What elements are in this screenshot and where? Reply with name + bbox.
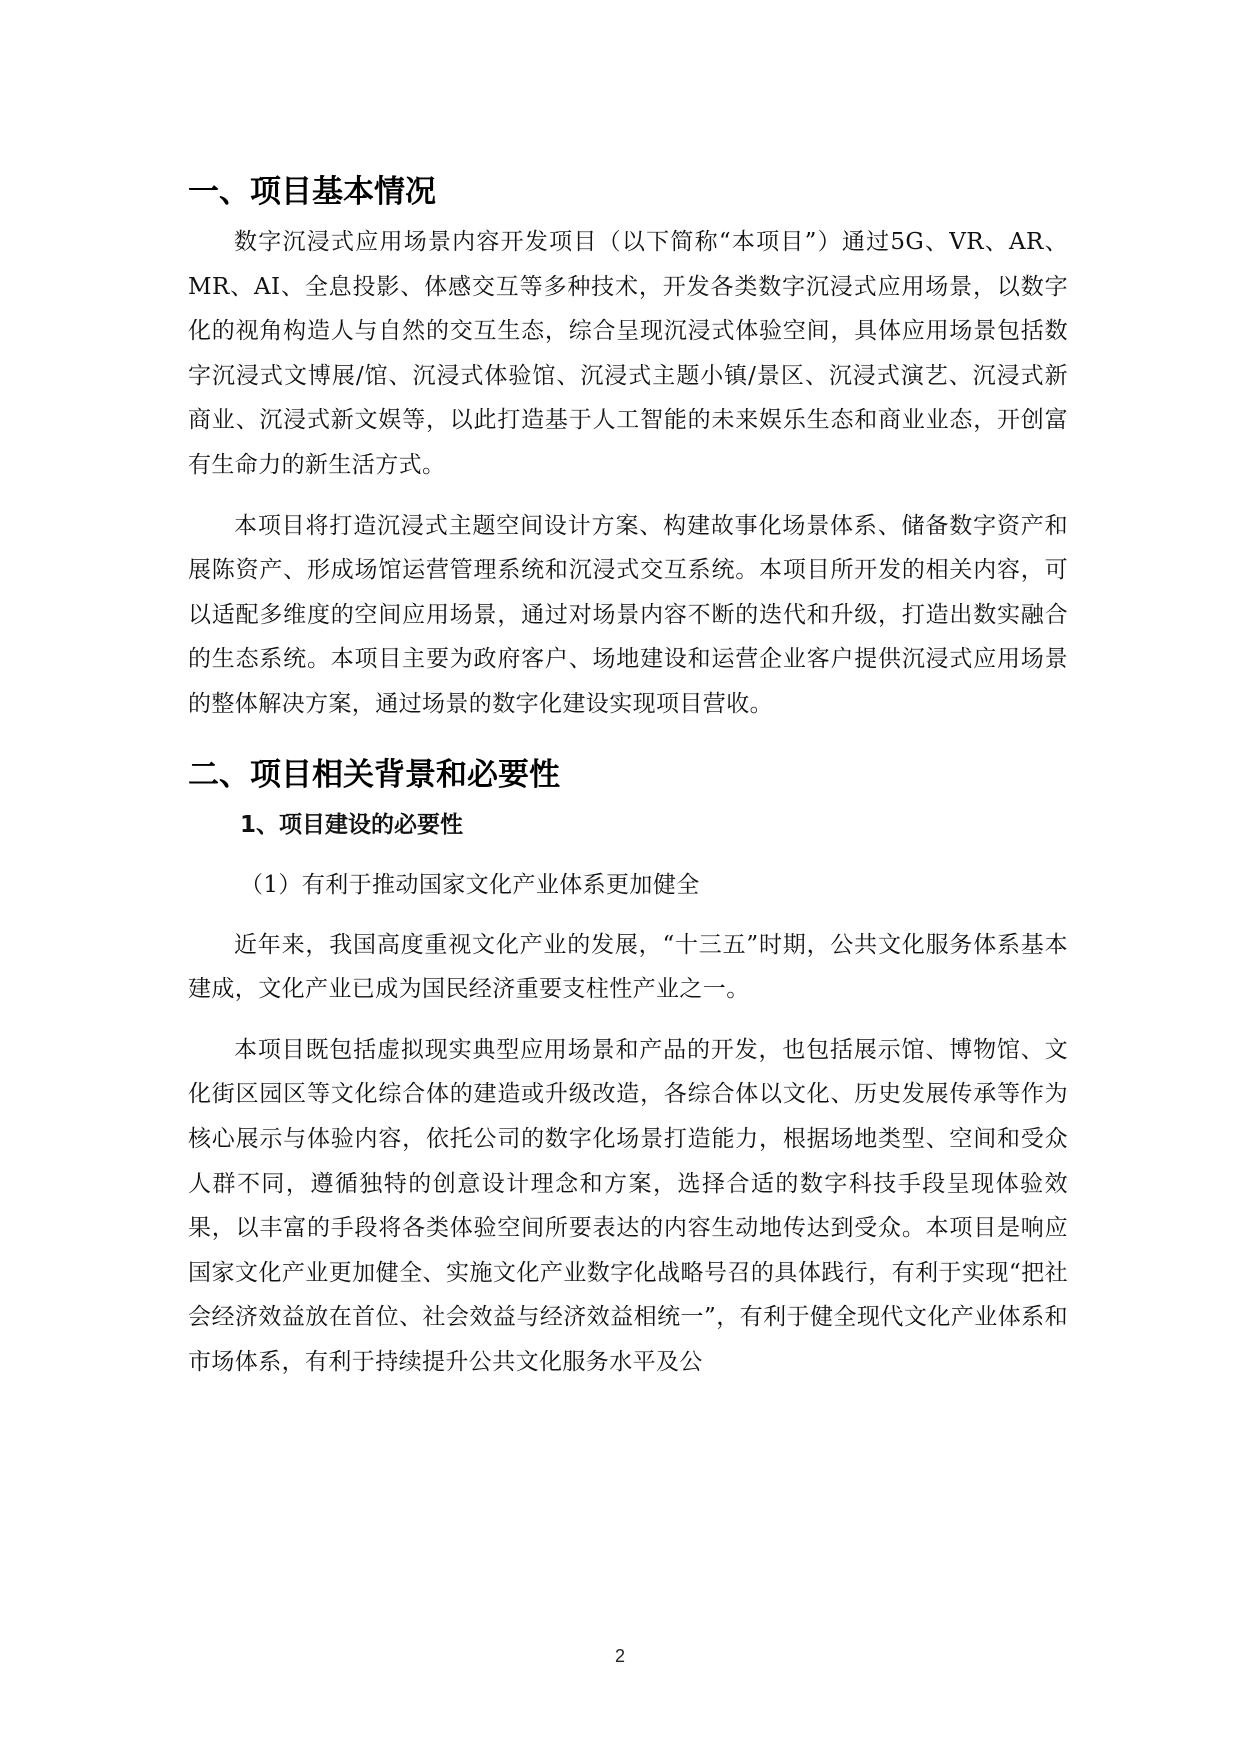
subsubheading-culture-industry: （1）有利于推动国家文化产业体系更加健全: [240, 871, 700, 898]
subheading-necessity: 1、项目建设的必要性: [240, 811, 464, 838]
page-content: [188, 170, 1068, 1384]
paragraph-project-content: 本项目既包括虚拟现实典型应用场景和产品的开发，也包括展示馆、博物馆、文化街区园区等文化综合体的建造或升级改造，各综合体以文化、历史发展传承等作为核心展示与体验内容，依托公司的数字化场景打造能力，根据场地类型、空间和受众人群不同，遵循独特的创意设计理念和方案，选择合适的数字科技手段呈现体验效果，以丰富的手段将各类体验空间所要表达的内容生动地传达到受众。本项目是响应国家文化产业更加健全、实施文化产业数字化战略号召的具体践行，有利于实现“把社会经济效益放在首位、社会效益与经济效益相统一”，有利于健全现代文化产业体系和市场体系，有利于持续提升公共文化服务水平及公: [188, 1036, 1068, 1375]
paragraph-project-overview: 数字沉浸式应用场景内容开发项目（以下简称“本项目”）通过5G、VR、AR、MR、AI、全息投影、体感交互等多种技术，开发各类数字沉浸式应用场景，以数字化的视角构造人与自然的交互生态，综合呈现沉浸式体验空间，具体应用场景包括数字沉浸式文博展/馆、沉浸式体验馆、沉浸式主题小镇/景区、沉浸式演艺、沉浸式新商业、沉浸式新文娱等，以此打造基于人工智能的未来娱乐生态和商业业态，开创富有生命力的新生活方式。: [188, 229, 1068, 478]
paragraph-recent-years: 近年来，我国高度重视文化产业的发展，“十三五”时期，公共文化服务体系基本建成，文化产业已成为国民经济重要支柱性产业之一。: [188, 931, 1068, 1003]
page-number: 2: [614, 1646, 625, 1666]
section-heading-basic-info: 一、项目基本情况: [188, 174, 436, 210]
section-heading-background: 二、项目相关背景和必要性: [188, 756, 560, 793]
paragraph-project-scope: 本项目将打造沉浸式主题空间设计方案、构建故事化场景体系、储备数字资产和展陈资产、形成场馆运营管理系统和沉浸式交互系统。本项目所开发的相关内容，可以适配多维度的空间应用场景，通过对场景内容不断的迭代和升级，打造出数实融合的生态系统。本项目主要为政府客户、场地建设和运营企业客户提供沉浸式应用场景的整体解决方案，通过场景的数字化建设实现项目营收。: [188, 512, 1068, 717]
